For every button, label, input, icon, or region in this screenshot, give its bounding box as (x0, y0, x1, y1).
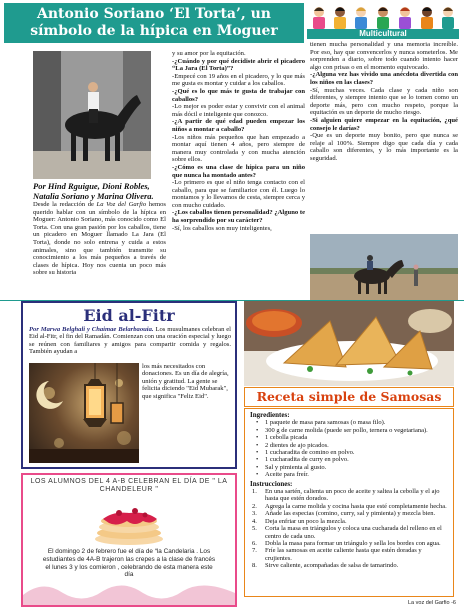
interview-column-right (310, 41, 458, 163)
crepe-stack-illustration (23, 475, 235, 605)
ingredient-item: • 1 paquete de masa para samosas (o masa filo). (250, 419, 448, 426)
interview-answer: -Que es un deporte muy bonito, pero que nunca se relaje al 100%. Siempre digo que cada día y cada caballo son diferentes, y lo más importante es la seguridad. (310, 132, 458, 162)
ingredient-item: • Aceite para freír. (250, 471, 448, 478)
interview-question: -¿Alguna vez has vivido una anécdota divertida con los niños en las clases? (310, 71, 458, 86)
interview-question: -¿Cuándo y por qué decidiste abrir el picadero “La Jara (El Torta)”? (172, 57, 305, 73)
samosa-photo (244, 301, 454, 386)
instruction-step: 3. Añade las especias (comino, curry, sal y pimienta) y mezcla bien. (252, 510, 436, 518)
ingredient-item: • 1 cebolla picada (250, 434, 448, 441)
child-3 (355, 7, 367, 29)
section-label-bar (307, 29, 459, 39)
interview-question: -¿Cómo es una clase de hípica para un niño que nunca ha montado antes? (172, 163, 305, 179)
ingredient-item: • 300 g de carne molida (puede ser pollo, ternera o vegetariana). (250, 427, 448, 434)
interview-question: -¿Los caballos tienen personalidad? ¿Alguno te ha sorprendido por su carácter? (172, 209, 305, 225)
eid-paragraph-2: los más necesitados con donaciones. Es un día de alegría, unión y gratitud. La gente se felicita diciendo "Eid Mubarak", que significa "Feliz Eid". (142, 363, 229, 400)
interview-answer: -Los niños más pequeños que han empezado a montar aquí tienen 4 años, pero siempre de manera muy controlada y con mucha atención sobre ellos. (172, 133, 305, 164)
rider-photo (33, 51, 151, 179)
instructions-list (250, 488, 448, 569)
ingredient-item: • 1 cucharadita de comino en polvo. (250, 449, 448, 456)
chandeleur-article (21, 473, 237, 607)
interview-answer: -Lo mejor es poder estar y convivir con el animal más dócil e inteligente que conozco. (172, 103, 305, 118)
interview-question: -¿Qué es lo que más te gusta de trabajar con caballos? (172, 87, 305, 103)
chandeleur-text: El domingo 2 de febrero fue el día de “la Candelaria . Los estudiantes de 4A-B trajeron las crepes a la clase de francés el lunes 3 y los comieron , celebrando de esta manera este día (42, 548, 216, 579)
interview-answer: y su amor por la equitación. (172, 50, 246, 57)
ingredients-heading: Ingredientes: (250, 411, 290, 419)
article-intro (33, 182, 166, 277)
riding-lesson-image (310, 234, 458, 300)
interview-answer: tienen mucha personalidad y una memoria increíble. Por eso, hay que convencerlos y nunca someterlos. Me sorprenden a diario, sobre todo cuando intento hacer algo con prisas o en el momento equivocado. (310, 41, 458, 71)
interview-answer: -Sí, los caballos son muy inteligentes, (172, 224, 272, 232)
article-title: Antonio Soriano ‘El Torta’, un símbolo de la hípica en Moguer (30, 6, 278, 39)
child-7 (442, 7, 454, 29)
ingredient-item: • 1 cucharadita de curry en polvo. (250, 456, 448, 463)
page-footer: La voz del Garfio -6 (408, 600, 456, 606)
interview-answer: -Sí, muchas veces. Cada clase y cada niño son diferentes, y siempre intento que se lo tomen como un deporte más, pero con mucho respeto, porque la equitación es un deporte de mucho riesgo. (310, 86, 458, 117)
child-2 (334, 7, 346, 29)
children-riding-photo (310, 234, 458, 300)
samosa-plate-image (244, 301, 454, 386)
publication-name: La Voz del Garfio (96, 201, 147, 208)
instruction-step: 6. Dobla la masa para formar un triángulo y sella los bordes con agua. (252, 539, 441, 547)
section-label: Multicultural (359, 29, 407, 38)
instruction-step: 4. Deja enfriar un poco la mezcla. (252, 517, 347, 525)
ingredients-list (250, 419, 448, 478)
instruction-step: 7. Fríe las samosas en aceite caliente hasta que estén doradas y crujientes. (252, 547, 422, 562)
interview-answer: -Lo primero es que el niño tenga contacto con el caballo, para que se familiarice con él. Luego lo montamos y lo llevamos de cesta, siempre cerca y con mucho cuidado. (172, 179, 305, 209)
child-6 (421, 7, 433, 29)
instructions-heading: Instrucciones: (250, 479, 293, 488)
interview-question: -Si alguien quiere empezar en la equitación, ¿qué consejo le darías? (310, 116, 458, 132)
eid-paragraph-1: Por Marwa Belghali y Chaimae Belarbaouia. Los musulmanes celebran el Eid al-Fitr, el fin del Ramadán. Comienzan con una oración especial y luego se reúnen con familiares y amigos para compartir comida y regalos. También ayudan a (29, 326, 231, 356)
horse-rider-image (33, 51, 151, 179)
samosa-recipe (244, 408, 454, 597)
samosa-title: Receta simple de Samosas (244, 387, 454, 407)
interview-question: -¿A partir de qué edad pueden empezar los niños a montar a caballo? (172, 118, 305, 133)
eid-article (21, 301, 237, 469)
child-4 (377, 7, 389, 29)
article-byline: Por Hind Rguigue, Dioni Robles, Natalia Soriano y Marina Olivera. (33, 181, 154, 201)
interview-column-middle (172, 50, 305, 295)
child-5 (399, 7, 411, 29)
eid-lantern-image (29, 363, 139, 463)
instruction-step: 5. Corta la masa en triángulos y coloca una cucharada del relleno en el centro de cada uno. (252, 525, 442, 540)
interview-answer: -Empecé con 19 años en el picadero, y lo que más me gusta es montar y cuidar a los caballos. (172, 72, 305, 88)
intro-paragraph: Desde la redacción de La Voz del Garfio hemos querido hablar con un símbolo de la hípica en Moguer: Antonio Soriano, más conocido como El Torta. Con una gran pasión por los caballos, tiene un picadero en Moguer llamado La Jara (El Torta), donde no solo entrena y cuida a estos animales, sino que también transmite su conocimiento a los más pequeños a través de clases de hípica. Hoy nos cuenta un poco más sobre su historia (33, 201, 166, 277)
instruction-step: 8. Sirve caliente, acompañadas de salsa de tamarindo. (252, 562, 399, 570)
instruction-step: 2. Agrega la carne molida y cocina hasta que esté completamente hecha. (252, 502, 447, 510)
multicultural-kids-illustration (307, 3, 459, 29)
chandeleur-title: LOS ALUMNOS DEL 4 A-B CELEBRAN EL DÍA DE " LA CHANDELEUR " (30, 478, 228, 493)
child-1 (313, 7, 325, 29)
article-title-banner (4, 3, 304, 43)
decorative-wave (23, 585, 235, 605)
ingredient-item: • 2 dientes de ajo picados. (250, 442, 448, 449)
lantern-illustration (29, 363, 139, 463)
instruction-step: 1. En una sartén, calienta un poco de aceite y saltea la cebolla y el ajo hasta que estén dorados. (252, 488, 440, 503)
eid-title: Eid al-Fitr (83, 306, 175, 325)
eid-byline: Por Marwa Belghali y Chaimae Belarbaouia. (29, 326, 154, 333)
ingredient-item: • Sal y pimienta al gusto. (250, 464, 448, 471)
